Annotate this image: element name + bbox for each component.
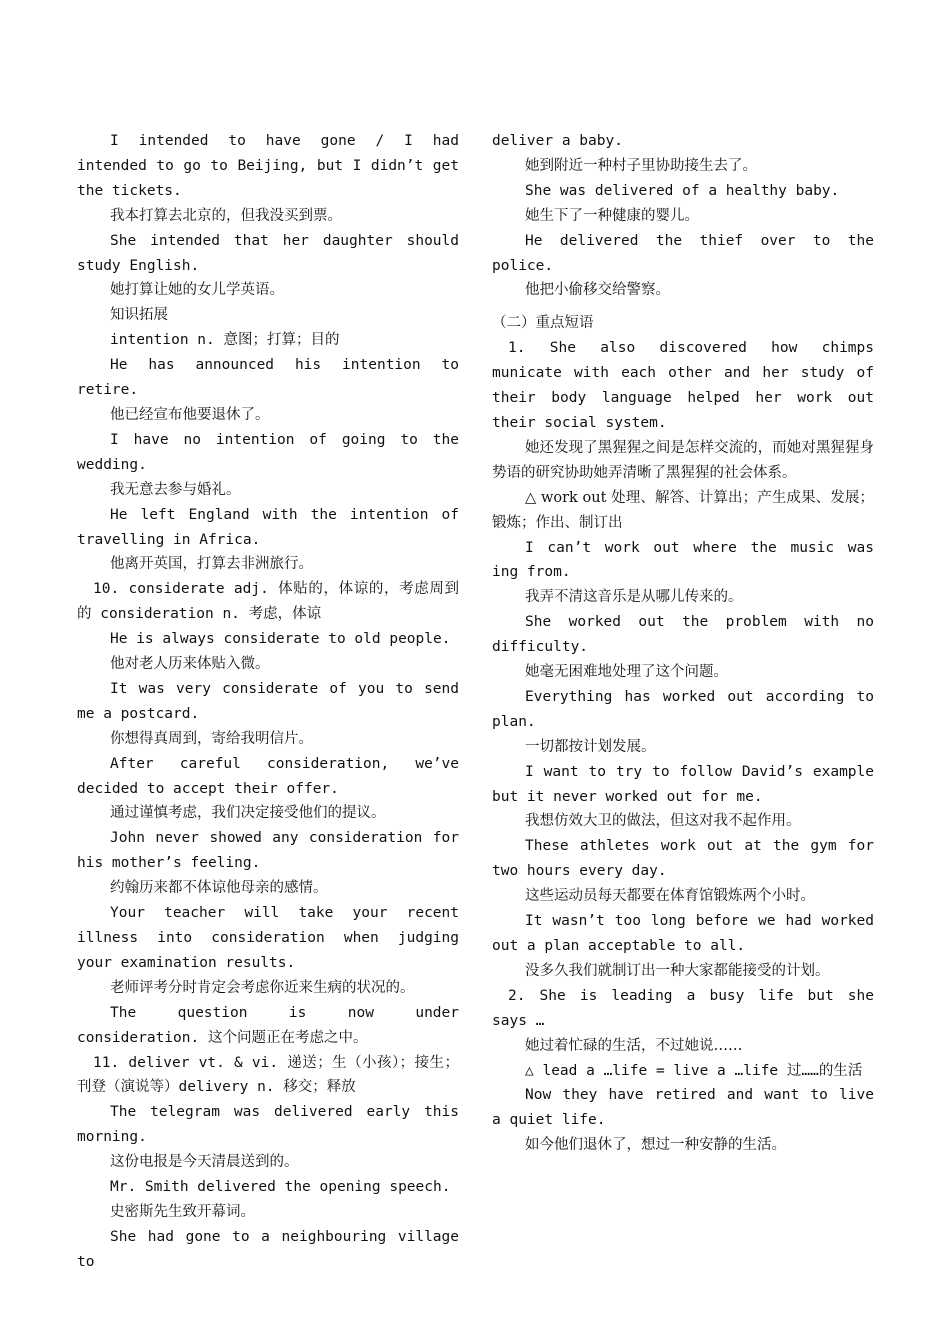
paragraph: 她还发现了黑猩猩之间是怎样交流的，而她对黑猩猩身势语的研究协助她弄清晰了黑猩猩的社会体系。: [492, 439, 874, 481]
paragraph: 我弄不清这音乐是从哪儿传来的。: [525, 589, 743, 606]
paragraph: 我无意去参与婚礼。: [110, 481, 241, 498]
paragraph: Mr. Smith delivered the opening speech.: [110, 1179, 451, 1196]
paragraph: 知识拓展: [110, 307, 168, 324]
paragraph: Your teacher will take your recent illness into consideration when judging your examination results.: [77, 905, 459, 971]
paragraph: 通过谨慎考虑，我们决定接受他们的提议。: [110, 805, 386, 822]
paragraph: I intended to have gone / I had intended to go to Beijing, but I didn’t get the tickets.: [77, 133, 459, 199]
paragraph: John never showed any consideration for his mother’s feeling.: [77, 830, 459, 872]
paragraph: He is always considerate to old people.: [110, 631, 451, 648]
paragraph: 11. deliver vt. & vi. 递送；生（小孩）；接生；刊登（演说等）delivery n. 移交；释放: [77, 1054, 459, 1096]
paragraph: It wasn’t too long before we had worked out a plan acceptable to all.: [492, 913, 874, 954]
right-column: [492, 129, 874, 1158]
paragraph: 她到附近一种村子里协助接生去了。: [525, 157, 757, 174]
paragraph: She intended that her daughter should study English.: [77, 232, 459, 274]
paragraph: 10. considerate adj. 体贴的，体谅的，考虑周到的 consideration n. 考虑，体谅: [77, 581, 459, 623]
paragraph: The telegram was delivered early this morning.: [77, 1104, 459, 1146]
paragraph: 1. She also discovered how chimps municate with each other and her study of their body language helped her work out their social system.: [492, 340, 874, 431]
paragraph: 一切都按计划发展。: [525, 738, 656, 755]
paragraph: She was delivered of a healthy baby.: [525, 182, 840, 199]
paragraph: 你想得真周到，寄给我明信片。: [110, 730, 313, 747]
paragraph: 这些运动员每天都要在体育馆锻炼两个小时。: [525, 888, 815, 905]
paragraph: （二）重点短语: [492, 315, 594, 332]
paragraph: 约翰历来都不体谅他母亲的感情。: [110, 880, 328, 897]
paragraph: He has announced his intention to retire.: [77, 357, 459, 399]
paragraph: 这份电报是今天清晨送到的。: [110, 1154, 299, 1171]
left-column: [77, 129, 459, 1275]
paragraph: After careful consideration, we’ve decided to accept their offer.: [77, 755, 459, 797]
paragraph: Everything has worked out according to plan.: [492, 688, 874, 730]
paragraph: I want to try to follow David’s example but it never worked out for me.: [492, 763, 874, 805]
paragraph: 史密斯先生致开幕词。: [110, 1203, 255, 1220]
paragraph: 他离开英国，打算去非洲旅行。: [110, 556, 313, 573]
paragraph: 她生下了一种健康的婴儿。: [525, 207, 699, 224]
paragraph: He delivered the thief over to the police.: [492, 232, 874, 274]
paragraph: 我想仿效大卫的做法，但这对我不起作用。: [525, 813, 801, 830]
paragraph: It was very considerate of you to send me a postcard.: [77, 680, 459, 722]
paragraph: 她毫无困难地处理了这个问题。: [525, 664, 728, 681]
paragraph: These athletes work out at the gym for two hours every day.: [492, 838, 874, 880]
paragraph: I can’t work out where the music was ing from.: [492, 539, 874, 581]
paragraph: 他已经宣布他要退休了。: [110, 406, 270, 423]
paragraph: The question is now under consideration. 这个问题正在考虑之中。: [77, 1004, 459, 1046]
paragraph: I have no intention of going to the wedding.: [77, 431, 459, 473]
paragraph: 她打算让她的女儿学英语。: [110, 282, 284, 299]
paragraph: 他把小偷移交给警察。: [525, 282, 670, 299]
paragraph: 老师评考分时肯定会考虑你近来生病的状况的。: [110, 979, 415, 996]
paragraph: 他对老人历来体贴入微。: [110, 656, 270, 673]
paragraph: 如今他们退休了，想过一种安静的生活。: [525, 1137, 786, 1154]
paragraph: She had gone to a neighbouring village to: [77, 1228, 459, 1270]
paragraph: △ work out 处理、解答、计算出；产生成果、发展；锻炼；作出、制订出: [492, 489, 874, 531]
paragraph: He left England with the intention of travelling in Africa.: [77, 506, 459, 548]
paragraph: Now they have retired and want to live a quiet life.: [492, 1087, 874, 1129]
paragraph: 没多久我们就制订出一种大家都能接受的计划。: [525, 962, 830, 979]
paragraph: 她过着忙碌的生活，不过她说……: [525, 1037, 743, 1054]
paragraph: 2. She is leading a busy life but she says …: [492, 987, 874, 1029]
paragraph: intention n. 意图；打算；目的: [110, 332, 340, 349]
paragraph: 我本打算去北京的，但我没买到票。: [110, 207, 342, 224]
paragraph: △ lead a …life = live a …life 过……的生活: [525, 1062, 863, 1079]
paragraph: deliver a baby.: [492, 133, 623, 149]
paragraph: She worked out the problem with no difficulty.: [492, 614, 874, 656]
